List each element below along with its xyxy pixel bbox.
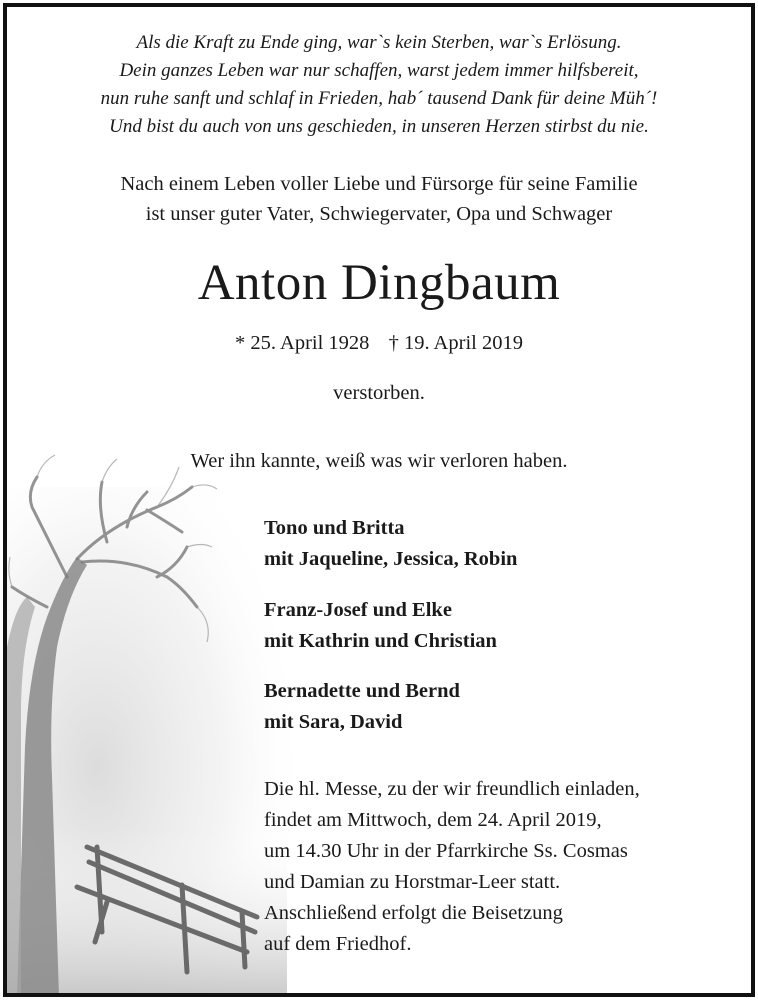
service-line: auf dem Friedhof. xyxy=(264,933,412,955)
birth-date: * 25. April 1928 xyxy=(235,332,370,354)
deceased-name: Anton Dingbaum xyxy=(197,255,561,311)
family-group xyxy=(264,513,517,575)
poem-line: Und bist du auch von uns geschieden, in unseren Herzen stirbst du nie. xyxy=(109,116,649,137)
family-couple: Bernadette und Bernd xyxy=(264,680,460,702)
life-dates xyxy=(7,332,751,355)
family-couple: Franz-Josef und Elke xyxy=(264,599,452,621)
family-group xyxy=(264,676,460,738)
obituary-frame xyxy=(3,3,755,997)
service-line: Anschließend erfolgt die Beisetzung xyxy=(264,902,563,924)
death-date: † 19. April 2019 xyxy=(388,332,523,354)
memorial-poem xyxy=(7,29,751,141)
memorial-quote: Wer ihn kannte, weiß was wir verloren haben. xyxy=(190,450,568,472)
family-couple: Tono und Britta xyxy=(264,517,405,539)
family-children: mit Kathrin und Christian xyxy=(264,630,497,652)
poem-line: Dein ganzes Leben war nur schaffen, warst jedem immer hilfsbereit, xyxy=(119,60,639,81)
family-children: mit Jaqueline, Jessica, Robin xyxy=(264,548,518,570)
family-group xyxy=(264,595,497,657)
service-line: findet am Mittwoch, dem 24. April 2019, xyxy=(264,809,602,831)
family-children: mit Sara, David xyxy=(264,711,403,733)
service-line: Die hl. Messe, zu der wir freundlich einladen, xyxy=(264,778,640,800)
poem-line: Als die Kraft zu Ende ging, war`s kein Sterben, war`s Erlösung. xyxy=(136,32,622,53)
intro-line: ist unser guter Vater, Schwiegervater, Opa und Schwager xyxy=(145,203,613,225)
service-line: um 14.30 Uhr in der Pfarrkirche Ss. Cosmas xyxy=(264,840,628,862)
announcement-intro xyxy=(7,169,751,229)
deceased-word: verstorben. xyxy=(333,382,425,404)
service-line: und Damian zu Horstmar-Leer statt. xyxy=(264,871,561,893)
poem-line: nun ruhe sanft und schlaf in Frieden, hab´ tausend Dank für deine Müh´! xyxy=(100,88,658,109)
funeral-service-info xyxy=(264,774,640,960)
intro-line: Nach einem Leben voller Liebe und Fürsorge für seine Familie xyxy=(120,173,638,195)
